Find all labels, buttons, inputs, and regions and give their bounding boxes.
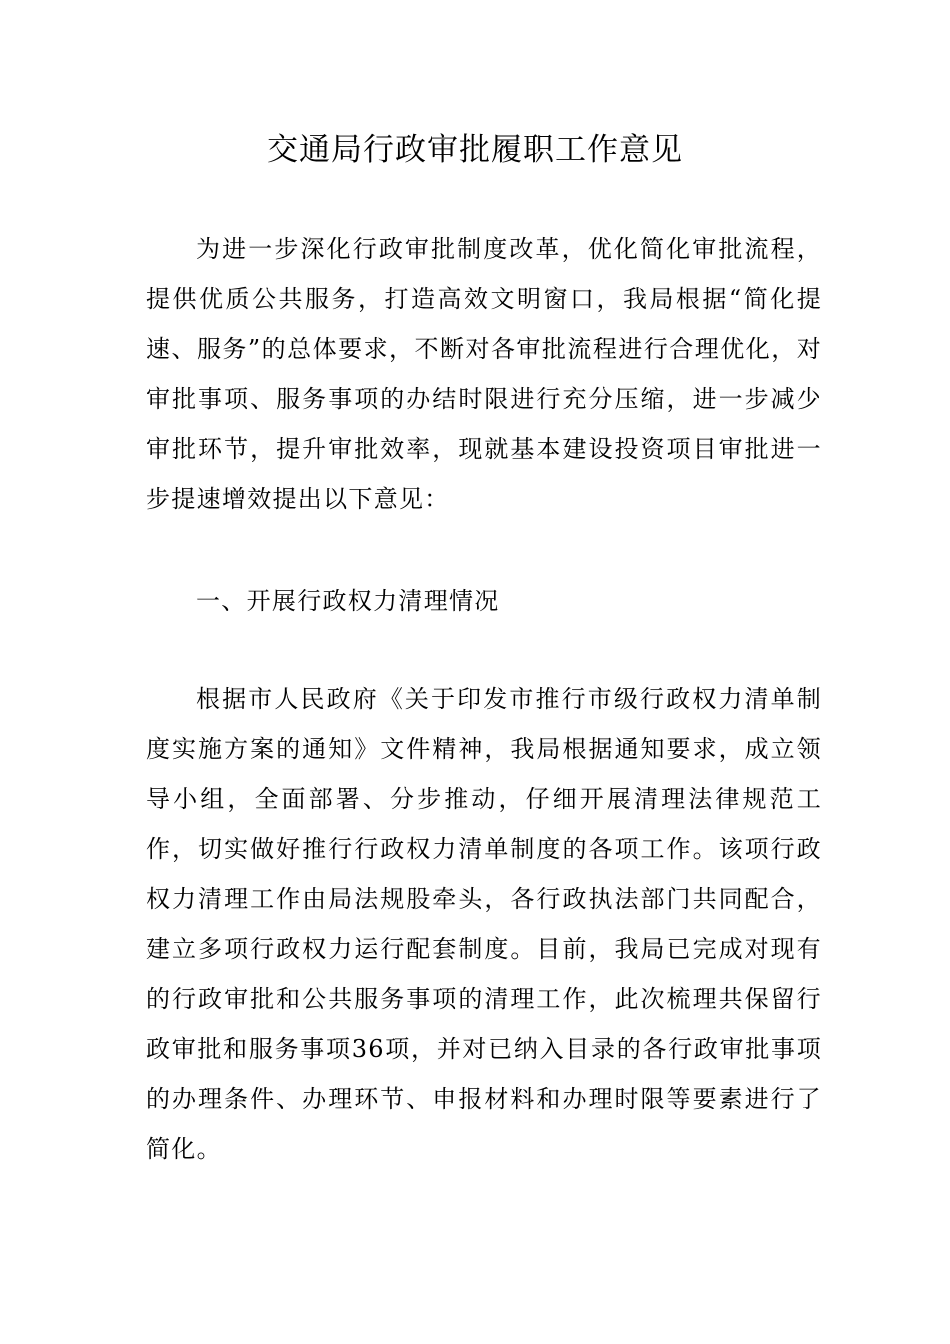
intro-paragraph: 为进一步深化行政审批制度改革，优化简化审批流程，提供优质公共服务，打造高效文明窗口，我局根据“简化提速、服务”的总体要求，不断对各审批流程进行合理优化，对审批事项、服务事项的办结时限进行充分压缩，进一步减少审批环节，提升审批效率，现就基本建设投资项目审批进一步提速增效提出以下意见： [146,235,822,513]
document-title: 交通局行政审批履职工作意见 [267,132,683,168]
section-heading: 一、开展行政权力清理情况 [196,587,500,615]
section-paragraph: 根据市人民政府《关于印发市推行市级行政权力清单制度实施方案的通知》文件精神，我局根据通知要求，成立领导小组，全面部署、分步推动，仔细开展清理法律规范工作，切实做好推行行政权力清单制度的各项工作。该项行政权力清理工作由局法规股牵头，各行政执法部门共同配合，建立多项行政权力运行配套制度。目前，我局已完成对现有的行政审批和公共服务事项的清理工作，此次梳理共保留行政审批和服务事项36项，并对已纳入目录的各行政审批事项的办理条件、办理环节、申报材料和办理时限等要素进行了简化。 [146,685,822,1163]
